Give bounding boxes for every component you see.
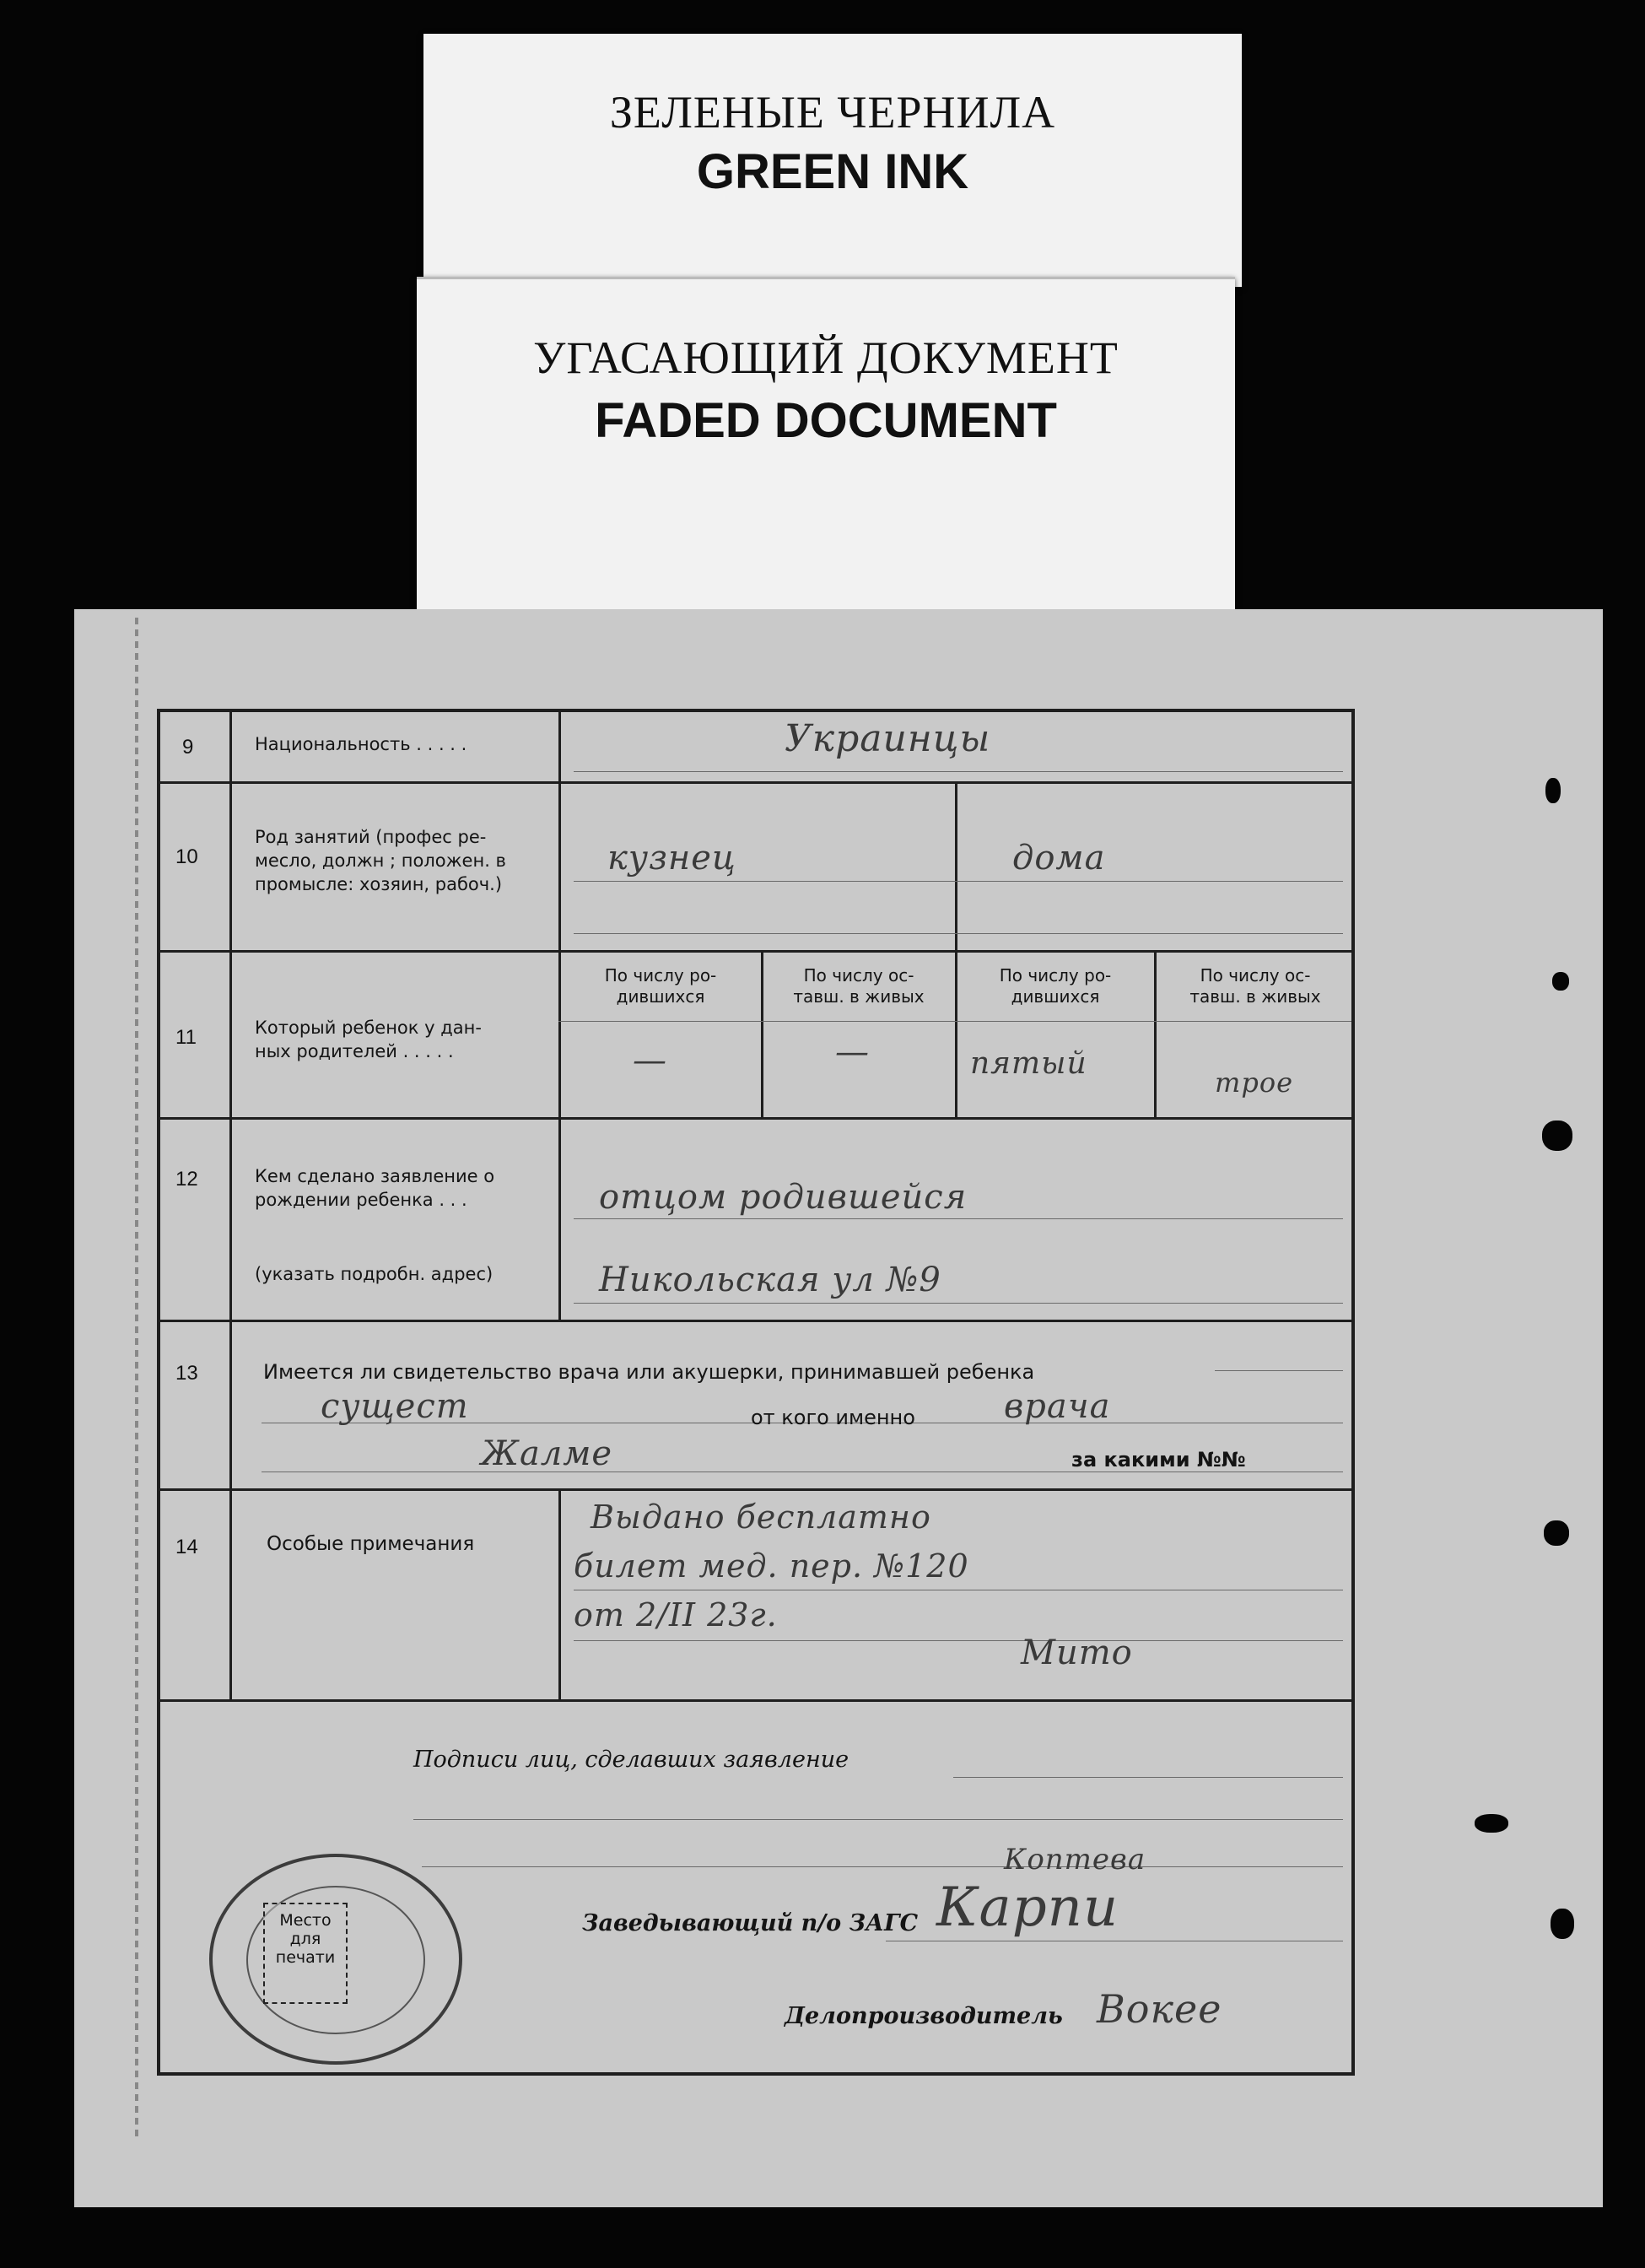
applicants-signature-label: Подписи лиц, сделавших заявление (413, 1747, 849, 1773)
special-notes-line3: от 2/II 23г. (574, 1596, 778, 1634)
row-number-11: 11 (175, 1026, 197, 1049)
occupation-father-handwritten: кузнец (607, 839, 736, 878)
occupation-label: Род занятий (профес ре- месло, должн ; положен. в промысле: хозяин, рабоч.) (255, 827, 506, 894)
declarant-handwritten: отцом родившейся (599, 1178, 968, 1217)
green-ink-notice-card (423, 34, 1242, 287)
punch-hole (1544, 1520, 1569, 1546)
clerk-signature: Вокее (1097, 1986, 1222, 2032)
doctor-certificate-question: Имеется ли свидетельство врача или акушерки, принимавшей ребенка (263, 1360, 1035, 1384)
punch-hole (1545, 778, 1561, 803)
occupation-mother-handwritten: дома (1012, 839, 1106, 878)
green-ink-ru: ЗЕЛЕНЫЕ ЧЕРНИЛА (609, 87, 1056, 138)
special-notes-line1: Выдано бесплатно (591, 1498, 931, 1536)
punch-hole (1551, 1909, 1574, 1939)
child-born-father-dash: — (633, 1041, 667, 1080)
col-born-mother: По числу ро- дившихся (999, 965, 1112, 1007)
stamp-place-box: Место для печати (263, 1903, 348, 2004)
declarant-label: Кем сделано заявление о рождении ребенка . . . (255, 1166, 495, 1210)
official-seal-stamp (209, 1854, 462, 2065)
faded-document-notice-card (417, 277, 1235, 617)
nationality-label: Национальность . . . . . (255, 734, 467, 754)
col-alive-father: По числу ос- тавш. в живых (793, 965, 925, 1007)
row-number-9: 9 (182, 736, 194, 759)
numbers-label: за какими №№ (1071, 1448, 1246, 1472)
faded-document-en: FADED DOCUMENT (595, 393, 1057, 448)
row-number-10: 10 (175, 845, 198, 868)
row-number-14: 14 (175, 1536, 198, 1558)
special-notes-line2: билет мед. пер. №120 (574, 1547, 969, 1585)
punch-hole (1542, 1120, 1572, 1151)
punch-hole (1475, 1814, 1508, 1833)
child-born-mother-handwritten: пятый (970, 1046, 1087, 1081)
certificate-answer-handwritten: сущест (321, 1387, 469, 1426)
nationality-value-handwritten: Украинцы (785, 717, 991, 760)
declarant-address-label: (указать подробн. адрес) (255, 1264, 494, 1284)
from-whom-label: от кого именно (751, 1406, 915, 1429)
which-child-label: Который ребенок у дан- ных родителей . . . . . (255, 1018, 482, 1061)
special-notes-label: Особые примечания (267, 1533, 475, 1555)
registry-head-extra-mark: Коптева (1004, 1843, 1146, 1876)
punch-hole (1552, 972, 1569, 991)
green-ink-en: GREEN INK (696, 144, 969, 199)
perforation-edge (135, 618, 138, 2136)
row-number-12: 12 (175, 1168, 198, 1191)
col-alive-mother: По числу ос- тавш. в живых (1189, 965, 1321, 1007)
special-notes-initials: Мито (1021, 1634, 1133, 1672)
col-born-father: По числу ро- дившихся (604, 965, 717, 1007)
faded-document-ru: УГАСАЮЩИЙ ДОКУМЕНТ (533, 332, 1119, 383)
document-sheet (74, 609, 1603, 2207)
registry-head-label: Заведывающий п/о ЗАГС (582, 1910, 919, 1936)
row-number-13: 13 (175, 1362, 198, 1385)
registry-head-signature: Карпи (936, 1876, 1119, 1939)
child-alive-father-dash: — (835, 1033, 870, 1072)
clerk-label: Делопроизводитель (785, 2003, 1063, 2029)
declarant-address-handwritten: Никольская ул №9 (599, 1261, 941, 1299)
child-alive-mother-handwritten: трое (1215, 1066, 1294, 1099)
doctor-name-handwritten: Жалме (481, 1434, 613, 1473)
from-whom-handwritten: врача (1004, 1387, 1111, 1426)
